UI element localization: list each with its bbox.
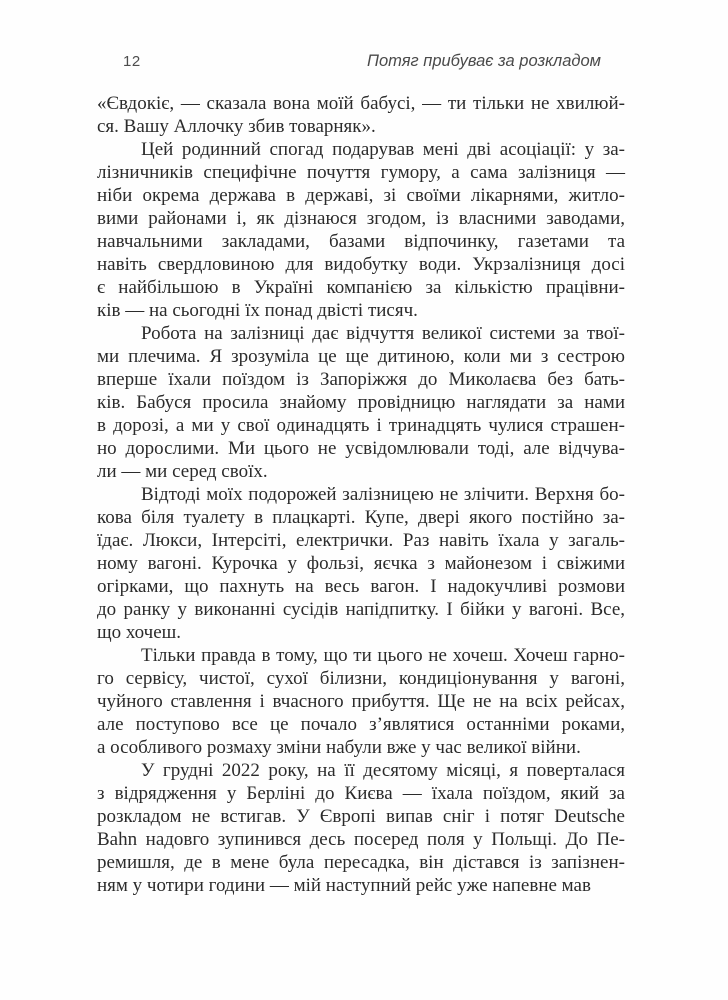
text-line: огірками, що пахнуть на весь вагон. І надокучливі розмови: [97, 576, 625, 597]
text-line: У грудні 2022 року, на її десятому місяці, я поверталася: [141, 760, 625, 781]
paragraph: [97, 322, 625, 483]
text-line: чуйного ставлення і вчасного прибуття. Ще не на всіх рейсах,: [97, 691, 625, 712]
text-line: а особливого розмаху зміни набули вже у час великої війни.: [97, 737, 581, 758]
text-line: є найбільшою в Україні компанією за кількістю працівни-: [97, 277, 625, 298]
text-line: Тільки правда в тому, що ти цього не хочеш. Хочеш гарно-: [141, 645, 625, 666]
paragraph: [97, 92, 625, 138]
text-line: ному вагоні. Курочка у фользі, яєчка з майонезом і свіжими: [97, 553, 625, 574]
text-line: що хочеш.: [97, 622, 182, 643]
paragraph: [97, 759, 625, 897]
page-header: [97, 52, 625, 71]
text-line: навчальними закладами, базами відпочинку, газетами та: [97, 231, 625, 252]
text-line: Робота на залізниці дає відчуття великої системи за твої-: [141, 323, 625, 344]
text-line: лізничників специфічне почуття гумору, а сама залізниця —: [97, 162, 625, 183]
text-line: в дорозі, а ми у свої одинадцять і тринадцять чулися страшен-: [97, 415, 625, 436]
text-line: розкладом не встигав. У Європі випав сніг і потяг Deutsche: [97, 806, 625, 827]
text-line: Відтоді моїх подорожей залізницею не злічити. Верхня бо-: [141, 484, 625, 505]
text-line: но дорослими. Ми цього не усвідомлювали тоді, але відчува-: [97, 438, 625, 459]
page-number: 12: [123, 53, 141, 70]
text-line: ли — ми серед своїх.: [97, 461, 268, 482]
body-text: [97, 92, 625, 897]
text-line: до ранку у виконанні сусідів напідпитку. І бійки у вагоні. Все,: [97, 599, 625, 620]
text-line: ремишля, де в мене була пересадка, він дістався із запізнен-: [97, 852, 625, 873]
text-line: Bahn надовго зупинився десь посеред поля у Польщі. До Пе-: [97, 829, 625, 850]
text-line: ків — на сьогодні їх понад двісті тисяч.: [97, 300, 418, 321]
text-line: кова біля туалету в плацкарті. Купе, двері якого постійно за-: [97, 507, 625, 528]
text-line: Цей родинний спогад подарував мені дві асоціації: у за-: [141, 139, 625, 160]
text-line: ніби окрема держава в державі, зі своїми лікарнями, житло-: [97, 185, 625, 206]
text-line: го сервісу, чистої, сухої білизни, кондиціонування у вагоні,: [97, 668, 625, 689]
text-line: ням у чотири години — мій наступний рейс уже напевне мав: [97, 875, 591, 896]
text-line: «Євдокіє, — сказала вона моїй бабусі, — ти тільки не хвилюй-: [97, 93, 625, 114]
text-line: з відрядження у Берліні до Києва — їхала поїздом, який за: [97, 783, 625, 804]
paragraph: [97, 138, 625, 322]
text-line: ся. Вашу Аллочку збив товарняк».: [97, 116, 376, 137]
text-line: ми плечима. Я зрозуміла це ще дитиною, коли ми з сестрою: [97, 346, 625, 367]
text-line: вими районами і, як дізнаюся згодом, із власними заводами,: [97, 208, 625, 229]
paragraph: [97, 483, 625, 644]
text-line: їдає. Люкси, Інтерсіті, електрички. Раз навіть їхала у загаль-: [97, 530, 625, 551]
text-line: ків. Бабуся просила знайому провідницю наглядати за нами: [97, 392, 625, 413]
running-title: Потяг прибуває за розкладом: [367, 52, 601, 70]
paragraph: [97, 644, 625, 759]
text-line: вперше їхали поїздом із Запоріжжя до Миколаєва без бать-: [97, 369, 625, 390]
text-line: але поступово все це почало з’являтися останніми роками,: [97, 714, 625, 735]
text-line: навіть свердловиною для видобутку води. Укрзалізниця досі: [97, 254, 625, 275]
